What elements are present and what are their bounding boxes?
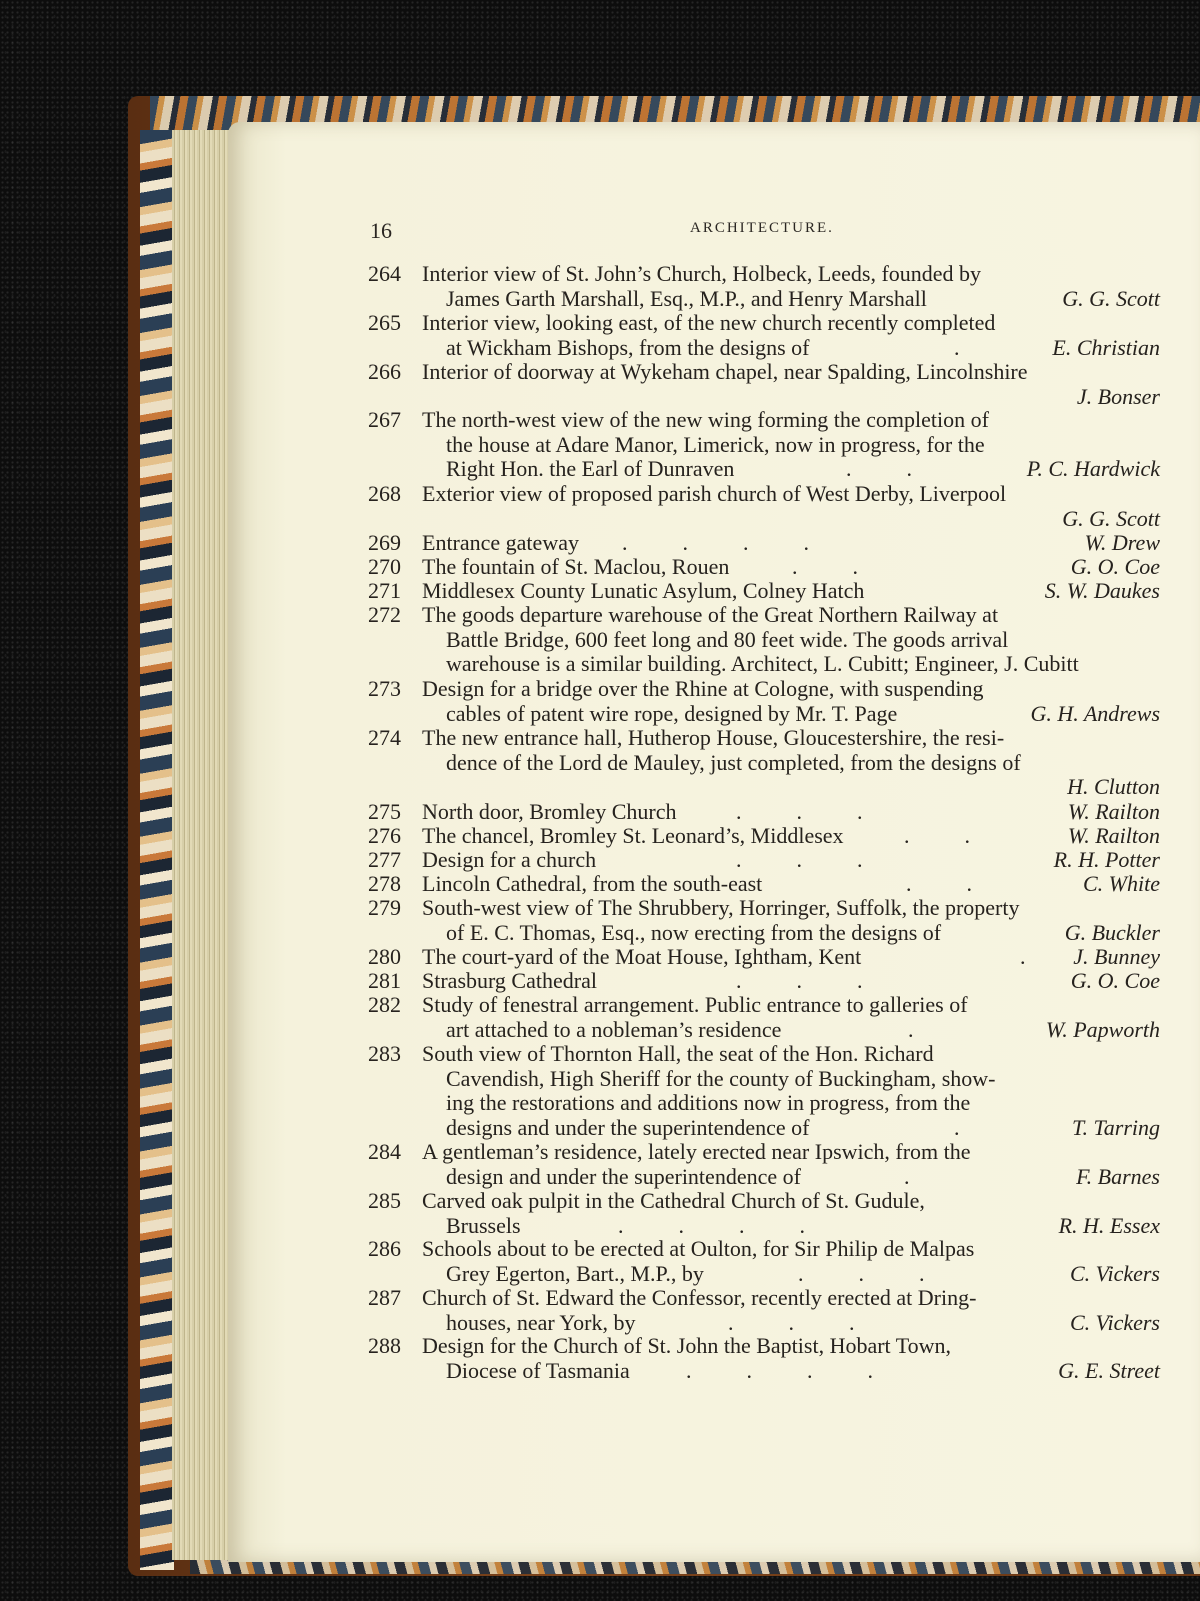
architect-name: G. H. Andrews — [1030, 700, 1160, 726]
catalogue-entry — [0, 800, 1200, 825]
architect-name: T. Tarring — [1071, 1114, 1160, 1140]
entry-number: 270 — [368, 554, 401, 579]
entry-number: 283 — [368, 1041, 401, 1066]
catalogue-entry — [0, 872, 1200, 897]
leader-dots: . . — [904, 823, 970, 848]
entry-title-line: Exterior view of proposed parish church of West Derby, Liverpool — [422, 481, 1007, 506]
entry-title-line: Middlesex County Lunatic Asylum, Colney Hatch — [422, 578, 865, 603]
entry-number: 264 — [368, 261, 401, 286]
entry-title-line: the house at Adare Manor, Limerick, now in progress, for the — [446, 431, 985, 457]
entry-number: 275 — [368, 799, 401, 824]
catalogue-entry — [0, 481, 1200, 531]
entry-title-line: North door, Bromley Church — [422, 799, 677, 824]
catalogue-entry — [0, 824, 1200, 849]
entry-number: 272 — [368, 602, 401, 627]
architect-name: G. E. Street — [1058, 1357, 1160, 1383]
architect-name: G. Buckler — [1064, 919, 1160, 945]
entry-title-line: Schools about to be erected at Oulton, for Sir Philip de Malpas — [422, 1236, 975, 1261]
catalogue-entry — [0, 311, 1200, 360]
catalogue-entry — [0, 945, 1200, 970]
entry-title-line: dence of the Lord de Mauley, just completed, from the designs of — [446, 749, 1021, 775]
entry-title-line: Diocese of Tasmania — [446, 1357, 630, 1383]
entry-title-line: designs and under the superintendence of — [446, 1114, 810, 1140]
catalogue-entry — [0, 408, 1200, 482]
entry-number: 281 — [368, 968, 401, 993]
leader-dots: . — [1020, 944, 1026, 969]
running-head: ARCHITECTURE. — [690, 220, 834, 236]
leader-dots: . . . . — [618, 1212, 805, 1238]
entry-number: 279 — [368, 895, 401, 920]
catalogue-entry — [0, 1042, 1200, 1140]
leader-dots: . . . . — [686, 1357, 873, 1383]
entry-number: 284 — [368, 1139, 401, 1164]
leader-dots: . . — [906, 871, 972, 896]
entry-title-line: Grey Egerton, Bart., M.P., by — [446, 1260, 704, 1286]
architect-name: S. W. Daukes — [1044, 578, 1160, 603]
catalogue-entry — [0, 993, 1200, 1042]
catalogue-entry — [0, 848, 1200, 873]
leader-dots: . . . — [798, 1260, 925, 1286]
entry-title-line: of E. C. Thomas, Esq., now erecting from the designs of — [446, 919, 942, 945]
entry-title-line: cables of patent wire rope, designed by Mr. T. Page — [446, 700, 898, 726]
entry-title-line: ing the restorations and additions now in progress, from the — [446, 1090, 971, 1115]
catalogue-entry — [0, 531, 1200, 556]
entry-title-line: The chancel, Bromley St. Leonard’s, Middlesex — [422, 823, 844, 848]
architect-name: E. Christian — [1052, 334, 1160, 360]
architect-name: G. O. Coe — [1070, 968, 1160, 993]
architect-name: W. Papworth — [1045, 1016, 1160, 1042]
entry-title-line: The new entrance hall, Hutherop House, Gloucestershire, the resi- — [422, 725, 1005, 750]
catalogue-entry — [0, 1286, 1200, 1335]
leader-dots: . . . . — [622, 530, 809, 555]
entry-number: 265 — [368, 310, 401, 335]
entry-number: 288 — [368, 1333, 401, 1358]
leader-dots: . . . — [736, 847, 863, 872]
entry-title-line: Design for a bridge over the Rhine at Cologne, with suspending — [422, 676, 984, 701]
catalogue-entry — [0, 1189, 1200, 1238]
entry-title-line: Interior view of St. John’s Church, Holbeck, Leeds, founded by — [422, 261, 982, 286]
entry-title-line: The fountain of St. Maclou, Rouen — [422, 554, 730, 579]
entry-number: 276 — [368, 823, 401, 848]
architect-name: G. G. Scott — [1062, 285, 1160, 311]
entry-number: 269 — [368, 530, 401, 555]
entry-title-line: South view of Thornton Hall, the seat of the Hon. Richard — [422, 1041, 934, 1066]
entry-number: 278 — [368, 871, 401, 896]
leader-dots: . . . — [728, 1309, 855, 1335]
entry-title-line: Right Hon. the Earl of Dunraven — [446, 456, 735, 481]
architect-name: C. White — [1083, 871, 1160, 896]
entry-number: 280 — [368, 944, 401, 969]
entry-number: 282 — [368, 992, 401, 1017]
entry-title-line: The goods departure warehouse of the Great Northern Railway at — [422, 602, 999, 627]
architect-name: R. H. Potter — [1053, 847, 1160, 872]
entry-number: 274 — [368, 725, 401, 750]
architect-name: C. Vickers — [1069, 1309, 1160, 1335]
entry-title-line: The court-yard of the Moat House, Ightham, Kent — [422, 944, 862, 969]
architect-name: P. C. Hardwick — [1026, 456, 1160, 481]
architect-name: G. G. Scott — [1062, 505, 1160, 531]
catalogue-entry — [0, 677, 1200, 726]
catalogue-entry — [0, 262, 1200, 311]
entry-title-line: Study of fenestral arrangement. Public entrance to galleries of — [422, 992, 968, 1017]
entry-title-line: houses, near York, by — [446, 1309, 636, 1335]
entry-title-line: James Garth Marshall, Esq., M.P., and Henry Marshall — [446, 285, 927, 311]
entry-number: 273 — [368, 676, 401, 701]
architect-name: J. Bonser — [1076, 383, 1160, 409]
catalogue-entry — [0, 1334, 1200, 1383]
page-header — [0, 218, 1200, 244]
entry-number: 286 — [368, 1236, 401, 1261]
entry-title-line: Entrance gateway — [422, 530, 579, 555]
catalogue-entry — [0, 969, 1200, 994]
entry-title-line: at Wickham Bishops, from the designs of — [446, 334, 810, 360]
leader-dots: . . — [846, 456, 912, 481]
leader-dots: . . . — [736, 968, 863, 993]
architect-name: C. Vickers — [1069, 1260, 1160, 1286]
entry-number: 287 — [368, 1285, 401, 1310]
leader-dots: . — [954, 334, 960, 360]
entry-title-line: Interior of doorway at Wykeham chapel, near Spalding, Lincolnshire — [422, 359, 1028, 384]
architect-name: G. O. Coe — [1070, 554, 1160, 579]
leader-dots: . — [954, 1114, 960, 1140]
entry-number: 267 — [368, 407, 401, 432]
architect-name: W. Railton — [1067, 823, 1160, 848]
entry-title-line: South-west view of The Shrubbery, Horringer, Suffolk, the property — [422, 895, 1020, 920]
entry-title-line: warehouse is a similar building. Architect, L. Cubitt; Engineer, J. Cubitt — [446, 651, 1079, 676]
page-number: 16 — [370, 218, 392, 243]
architect-name: W. Drew — [1084, 530, 1160, 555]
entry-title-line: design and under the superintendence of — [446, 1163, 801, 1189]
catalogue-entry — [0, 359, 1200, 409]
entry-number: 266 — [368, 359, 401, 384]
entry-number: 277 — [368, 847, 401, 872]
entry-title-line: Church of St. Edward the Confessor, recently erected at Dring- — [422, 1285, 977, 1310]
entry-title-line: Interior view, looking east, of the new church recently completed — [422, 310, 996, 335]
architect-name: J. Bunney — [1073, 944, 1160, 969]
entry-title-line: The north-west view of the new wing forming the completion of — [422, 407, 989, 432]
catalogue-entry — [0, 896, 1200, 945]
entry-title-line: Carved oak pulpit in the Cathedral Church of St. Gudule, — [422, 1188, 925, 1213]
entry-title-line: A gentleman’s residence, lately erected near Ipswich, from the — [422, 1139, 971, 1164]
entry-number: 285 — [368, 1188, 401, 1213]
catalogue-entry — [0, 603, 1200, 677]
catalogue-entry — [0, 555, 1200, 580]
leader-dots: . . — [792, 554, 858, 579]
leader-dots: . . . — [736, 799, 863, 824]
entry-title-line: Lincoln Cathedral, from the south-east — [422, 871, 763, 896]
entry-title-line: Battle Bridge, 600 feet long and 80 feet wide. The goods arrival — [446, 626, 1009, 652]
entry-title-line: Design for a church — [422, 847, 597, 872]
catalogue-entry — [0, 725, 1200, 799]
entry-title-line: Strasburg Cathedral — [422, 968, 597, 993]
leader-dots: . — [908, 1016, 914, 1042]
entry-title-line: Brussels — [446, 1212, 521, 1238]
entry-title-line: Cavendish, High Sheriff for the county of Buckingham, show- — [446, 1065, 996, 1091]
catalogue-entry — [0, 1140, 1200, 1189]
architect-name: H. Clutton — [1067, 774, 1160, 799]
architect-name: F. Barnes — [1076, 1163, 1160, 1189]
entry-title-line: art attached to a nobleman’s residence — [446, 1016, 782, 1042]
catalogue-entry — [0, 579, 1200, 604]
architect-name: W. Railton — [1067, 799, 1160, 824]
entry-title-line: Design for the Church of St. John the Baptist, Hobart Town, — [422, 1333, 952, 1358]
catalogue-entry — [0, 1237, 1200, 1286]
leader-dots: . — [904, 1163, 910, 1189]
architect-name: R. H. Essex — [1058, 1212, 1160, 1238]
entry-number: 268 — [368, 481, 401, 506]
entry-number: 271 — [368, 578, 401, 603]
